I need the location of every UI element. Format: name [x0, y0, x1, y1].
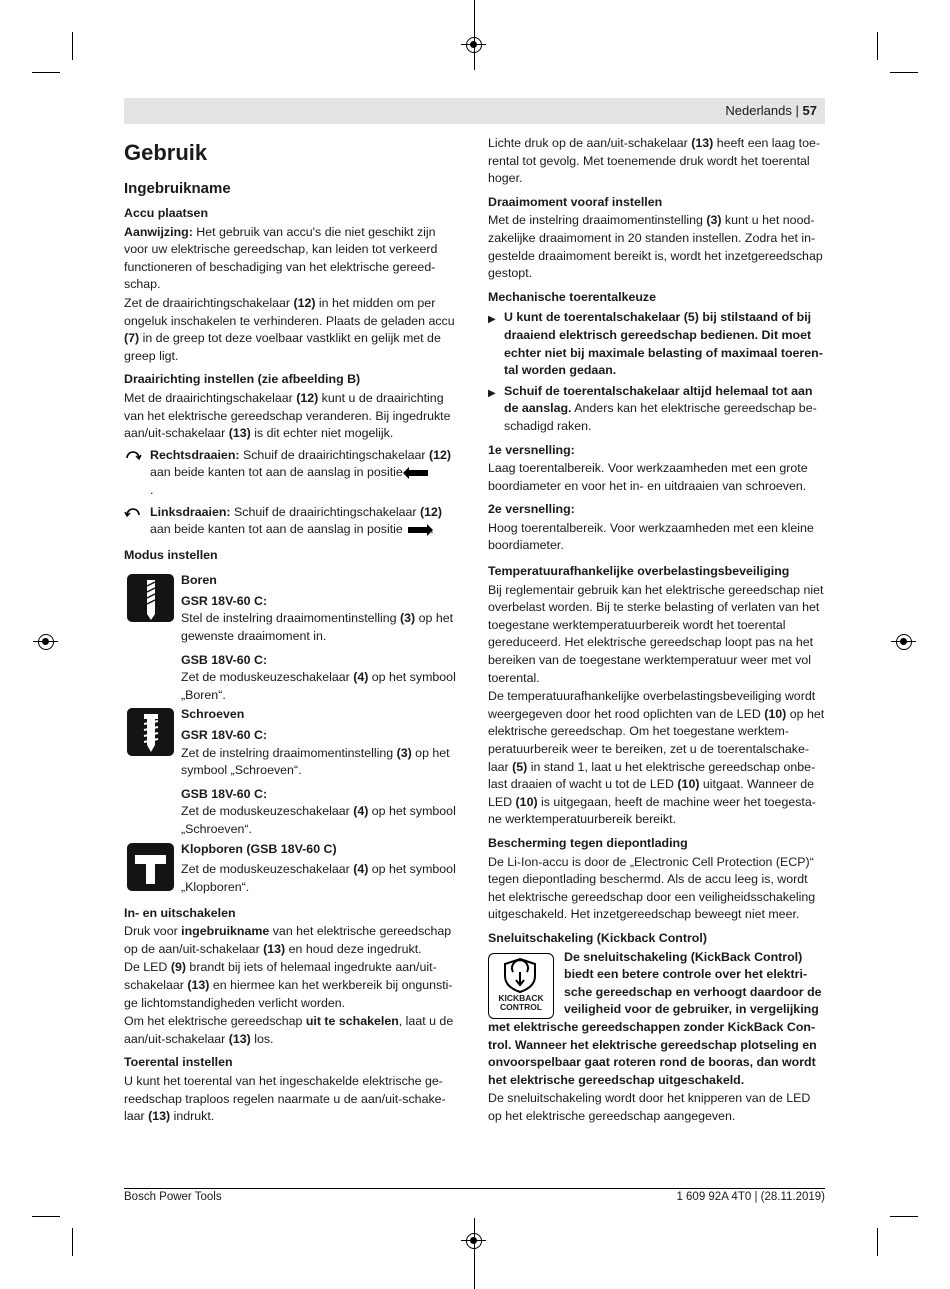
toerental-continued: Lichte druk op de aan/uit-schakelaar (13) heeft een laag toerental tot gevolg. Met toenemende druk wordt het toerental hoger. [488, 136, 821, 186]
screw-icon [127, 708, 174, 756]
crop-mark [877, 1228, 878, 1256]
heading-mechanische-toerentalkeuze: Mechanische toerentalkeuze [488, 289, 657, 304]
left-column [124, 134, 460, 1127]
mode-text: Zet de instelring draaimomentinstelling (3) op het symbool „Schroeven“. [181, 745, 450, 778]
mode-boren [124, 572, 460, 704]
crop-mark [32, 1216, 60, 1217]
heading-draaimoment: Draaimoment vooraf instellen [488, 194, 663, 209]
bullet-item: ▶ U kunt de toerentalschakelaar (5) bij stilstaand of bij draaiend elektrisch gereedschap bedienen. Dit moet echter niet bij maximale belasting of maximaal toerental worden gedaan. [488, 309, 825, 379]
crop-mark [32, 72, 60, 73]
gear-2-label: 2e versnelling: [488, 502, 575, 517]
heading-kickback: Sneluitschakeling (Kickback Control) [488, 930, 707, 945]
hammer-icon [127, 843, 174, 891]
registration-line [474, 1218, 475, 1289]
mode-title-boren: Boren [181, 573, 217, 588]
crop-mark [890, 1216, 918, 1217]
heading-modus-instellen: Modus instellen [124, 547, 218, 562]
heading-in-uitschakelen: In- en uitschakelen [124, 905, 236, 920]
registration-mark-left [38, 634, 54, 650]
mode-text: Zet de moduskeuzeschakelaar (4) op het symbool „Klopboren“. [181, 862, 456, 894]
kickback-control-icon [488, 953, 554, 1019]
toerental-paragraph: U kunt het toerental van het ingeschakelde elektrische gereedschap traploos regelen naarmate u de aan/uit-schakelaar (13) indrukt. [124, 1073, 446, 1124]
bullet-item: ▶ Schuif de toerentalschakelaar altijd helemaal tot aan de aanslag. Anders kan het elektrische gereedschap beschadigd raken. [488, 383, 825, 436]
footer-doc-ref: 1 609 92A 4T0 | (28.11.2019) [676, 1191, 825, 1203]
crop-mark [890, 72, 918, 73]
triangle-bullet-icon: ▶ [488, 314, 496, 326]
section-heading-ingebruikname: Ingebruikname [124, 180, 231, 197]
linksdraaien-item: Linksdraaien: Schuif de draairichtingschakelaar (12) aan beide kanten tot aan de aanslag in positie [124, 504, 460, 539]
crop-mark [72, 32, 73, 60]
crop-mark [72, 1228, 73, 1256]
gear-1-text: Laag toerentalbereik. Voor werkzaamheden met een grote boordiameter en voor het in- en uitdraaien van schroeven. [488, 461, 808, 493]
mode-text: Zet de moduskeuzeschakelaar (4) op het symbool „Boren“. [181, 670, 456, 702]
kickback-block [488, 949, 825, 1090]
registration-mark-bottom [466, 1233, 482, 1249]
crop-mark [877, 32, 878, 60]
footer-rule [124, 1188, 825, 1189]
rotate-clockwise-icon [124, 447, 150, 500]
diepontlading-paragraph: De Li-Ion-accu is door de „Electronic Cell Protection (ECP)“ tegen diepontlading beschermd. Als de accu leeg is, wordt het elektrische gereedschap door een veiligheidsschakeling uitgeschakeld. Het inzetgereedschap beweegt niet meer. [488, 854, 816, 922]
inuit-paragraph-1: Druk voor ingebruikname van het elektrische gereedschap op de aan/uit-schakelaar (13) en houd deze ingedrukt. [124, 924, 452, 956]
drill-bit-icon [127, 574, 174, 622]
heading-draairichting: Draairichting instellen (zie afbeelding B) [124, 372, 361, 387]
draaimoment-paragraph: Met de instelring draaimomentinstelling (3) kunt u het noodzakelijke draaimoment in 20 standen instellen. Zodra het ingestelde draaimoment bereikt is, wordt het inzetgereedschap gestopt. [488, 213, 823, 281]
registration-mark-top [466, 37, 482, 53]
mode-text: Zet de moduskeuzeschakelaar (4) op het symbool „Schroeven“. [181, 804, 456, 836]
header-language: Nederlands [725, 103, 792, 118]
heading-temperatuur: Temperatuurafhankelijke overbelastingsbeveiliging [488, 564, 790, 579]
mode-title-klopboren: Klopboren (GSB 18V-60 C) [181, 841, 337, 856]
arrow-right-icon [408, 527, 428, 533]
kickback-paragraph: De sneluitschakeling wordt door het knipperen van de LED op het elektrische gereedschap aangegeven. [488, 1091, 811, 1123]
triangle-bullet-icon: ▶ [488, 387, 496, 399]
mode-schroeven [124, 706, 460, 838]
page-number: 57 [802, 103, 817, 118]
footer-publisher: Bosch Power Tools [124, 1191, 222, 1203]
arrow-left-icon [408, 470, 428, 476]
header-bar [124, 98, 825, 124]
inuit-paragraph-3: Om het elektrische gereedschap uit te schakelen, laat u de aan/uit-schakelaar (13) los. [124, 1014, 454, 1046]
inuit-paragraph-2: De LED (9) brandt bij iets of helemaal ingedrukte aan/uit-schakelaar (13) en hiermee kan het werkbereik bij ongunstige lichtomstandigheden verlicht worden. [124, 960, 453, 1010]
kickback-bold-paragraph: De sneluitschakeling (KickBack Control) biedt een betere controle over het elektrische gereedschap en verhoogt daardoor de veiligheid voor de gebruiker, in vergelijking met elektrische gereedschappen zonder KickBack Control. Wanneer het elektrische gereedschap plotseling en onvoorspelbaar gaat roteren rond de booras, dan wordt het elektrische gereedschap uitgeschakeld. [488, 949, 822, 1087]
mode-title-schroeven: Schroeven [181, 707, 245, 722]
mode-text: Stel de instelring draaimomentinstelling (3) op het gewenste draaimoment in. [181, 611, 454, 644]
heading-accu-plaatsen: Accu plaatsen [124, 206, 209, 220]
rotate-counterclockwise-icon [124, 504, 150, 539]
accu-paragraph: Zet de draairichtingschakelaar (12) in het midden om per ongeluk inschakelen te verhinderen. Plaats de geladen accu (7) in de greep tot deze voelbaar vastklikt en gelijk met de greep ligt. [124, 295, 455, 363]
mode-klopboren [124, 841, 460, 899]
model-label: GSB 18V-60 C: [181, 786, 268, 801]
header-separator: | [795, 103, 799, 118]
draairichting-paragraph: Met de draairichtingschakelaar (12) kunt u de draairichting van het elektrische gereedschap veranderen. Bij ingedrukte aan/uit-schakelaar (13) is dit echter niet mogelijk. [124, 390, 451, 441]
right-column [488, 135, 825, 1126]
model-label: GSR 18V-60 C: [181, 593, 268, 608]
model-label: GSB 18V-60 C: [181, 652, 268, 667]
gear-2-text: Hoog toerentalbereik. Voor werkzaamheden met een kleine boordiameter. [488, 520, 814, 553]
heading-toerental: Toerental instellen [124, 1055, 233, 1070]
accu-note: Aanwijzing: Het gebruik van accu's die niet geschikt zijn voor uw elektrische gereedschap, kan leiden tot verkeerd functioneren of beschadiging van het elektrische gereedschap. [124, 224, 438, 292]
temperatuur-paragraph-2: De temperatuurafhankelijke overbelastingsbeveiliging wordt weergegeven door het rood oplichten van de LED (10) op het elektrische gereedschap. Om het toegestane werktemperatuurbereik weer te bereiken, zet u de toerentalschakelaar (5) in stand 1, laat u het elektrische gereedschap onbelast draaien of wacht u tot de LED (10) uitgaat. Wanneer de LED (10) is uitgegaan, heeft de machine weer het toegestane werktemperatuurbereik bereikt. [488, 689, 825, 827]
registration-mark-right [896, 634, 912, 650]
registration-line [474, 0, 475, 70]
page-title: Gebruik [124, 140, 208, 165]
page-header [725, 103, 817, 118]
heading-diepontlading: Bescherming tegen diepontlading [488, 835, 688, 850]
rechtsdraaien-item: Rechtsdraaien: Schuif de draairichtingschakelaar (12) aan beide kanten tot aan de aanslag in positie . [124, 447, 460, 500]
kickback-icon-text: KICKBACK CONTROL [498, 992, 544, 1013]
gear-1-label: 1e versnelling: [488, 442, 575, 457]
temperatuur-paragraph-1: Bij reglementair gebruik kan het elektrische gereedschap niet overbelast worden. Bij te sterke belasting of verlaten van het toegestane werktemperatuurbereik wordt het toerental gereduceerd. Het elektrische gereedschap loopt pas na het bereiken van de toegestane werktemperatuur weer met vol toerental. [488, 582, 824, 685]
model-label: GSR 18V-60 C: [181, 728, 268, 743]
